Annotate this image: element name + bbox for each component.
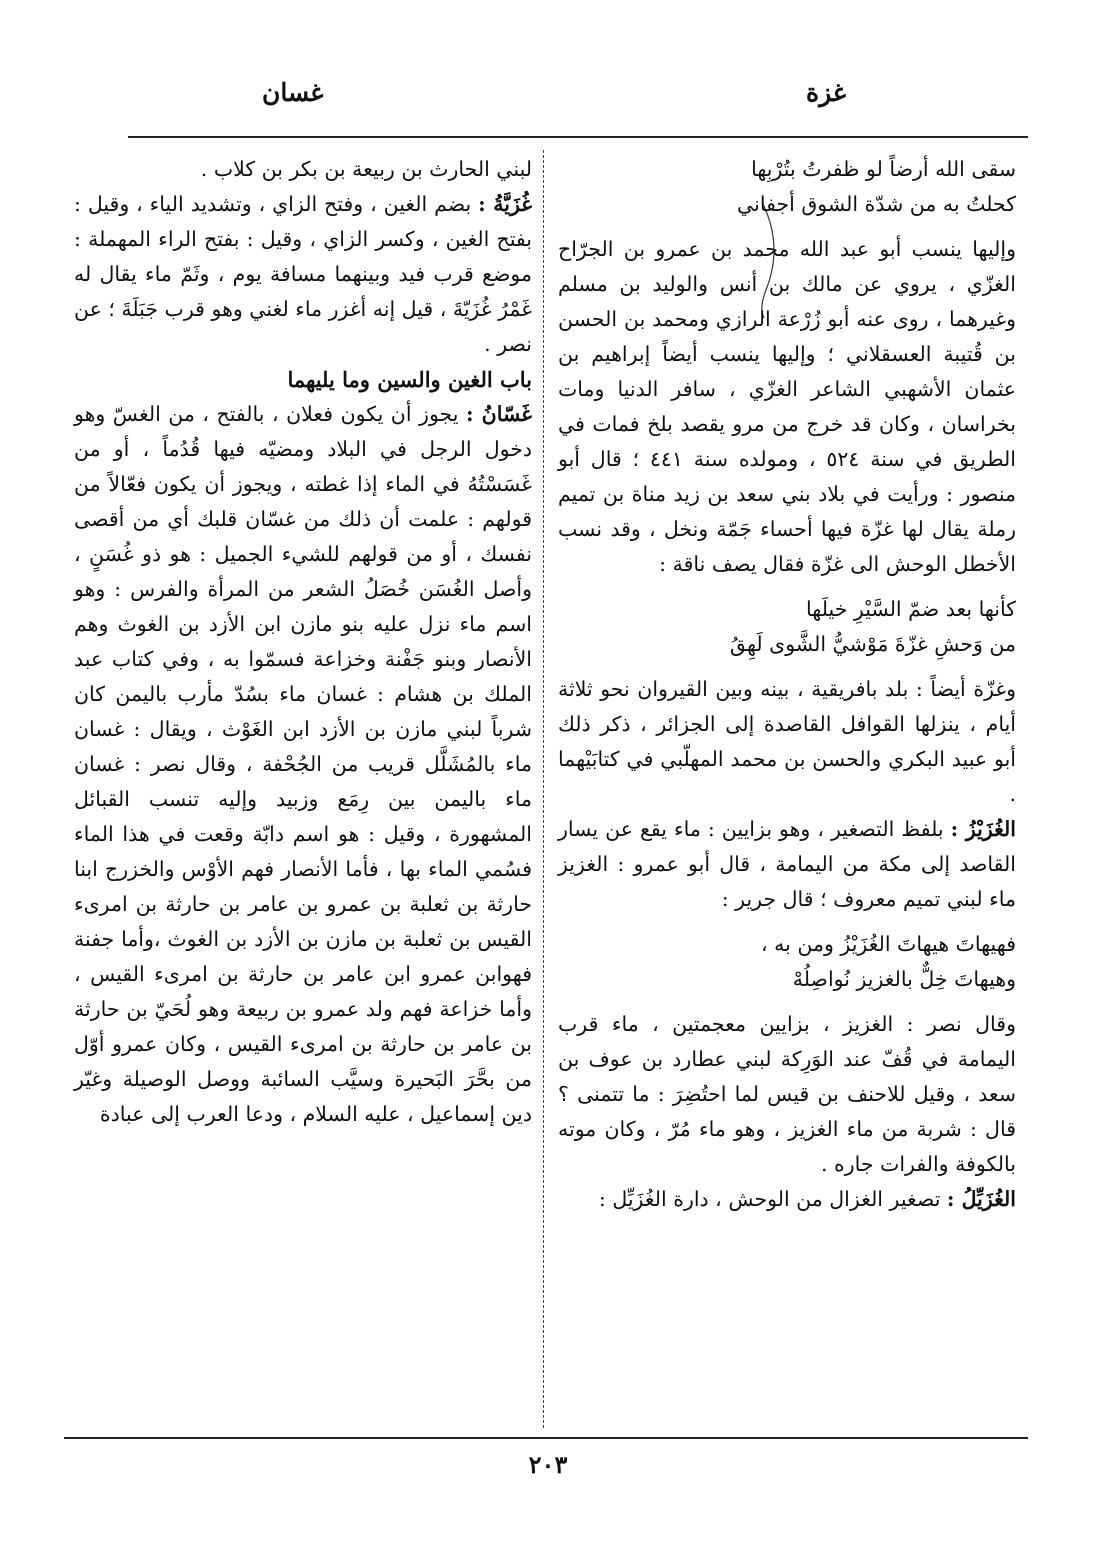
paragraph: وغزّة أيضاً : بلد بافريقية ، بينه وبين القيروان نحو ثلاثة أيام ، ينزلها القوافل القاصدة إلى الجزائر ، ذكر ذلك أبو عبيد البكري والحسن بن محمد المهلّبي في كتابَيْهما .: [558, 677, 1016, 806]
running-head-right: غزة: [806, 78, 846, 107]
verse-line: من وَحشِ غزّةَ مَوْشيُّ الشَّوى لَهِقُ: [729, 632, 1016, 656]
left-column: [74, 152, 532, 1132]
entry: [74, 397, 532, 1132]
right-column: [558, 152, 1016, 1217]
page-number: ٢٠٣: [528, 1450, 568, 1479]
footer-rule: [64, 1437, 1028, 1439]
entry-text: بضم الغين ، وفتح الزاي ، وتشديد الياء ، وقيل : بفتح الغين ، وكسر الزاي ، وقيل : بفتح الراء المهملة : موضع قرب فيد وبينهما مسافة يوم ، وثَمّ ماء يقال له غَمْرُ غُزَيّةَ ، قيل إنه أغزر ماء لغني وهو قرب جَبَلَةَ ؛ عن نصر .: [74, 192, 532, 356]
entry-headword: غُزَيَّةُ :: [478, 192, 532, 216]
paragraph: لبني الحارث بن ربيعة بن بكر بن كلاب .: [200, 157, 532, 181]
entry: [74, 187, 532, 362]
verse-line: كحلتُ به من شدّة الشوق أجفاني: [737, 192, 1016, 216]
entry-text: يجوز أن يكون فعلان ، بالفتح ، من الغسّ وهو دخول الرجل في البلاد ومضيّه فيها قُدُماً ، أو من غَسَسْتُهُ في الماء إذا غطته ، ويجوز أن يكون فعّالاً من قولهم : علمت أن ذلك من غسّان قلبك أي من أقصى نفسك ، أو من قولهم للشيء الجميل : هو ذو غُسَنٍ ، وأصل الغُسَن خُصَلُ الشعر من المرأة والفرس : وهو اسم ماء نزل عليه بنو مازن ابن الأزد بن الغوث وهم الأنصار وبنو جَفْنة وخزاعة فسمّوا به ، وفي كتاب عبد الملك بن هشام : غسان ماء بسُدّ مأرب باليمن كان شرباً لبني مازن بن الأزد ابن الغَوْث ، ويقال : غسان ماء بالمُشَلَّل قريب من الجُحْفة ، وقال نصر : غسان ماء باليمن بين رِمَع وزبيد وإليه تنسب القبائل المشهورة ، وقيل : هو اسم دابّة وقعت في هذا الماء فسُمي الماء بها ، فأما الأنصار فهم الأوْس والخزرج ابنا حارثة بن ثعلبة بن عمرو بن عامر بن حارثة بن امرىء القيس بن ثعلبة بن مازن بن الأزد بن الغوث ،وأما جفنة فهوابن عمرو ابن عامر بن حارثة بن امرىء القيس ، وأما خزاعة فهم ولد عمرو بن ربيعة وهو لُحَيّ بن حارثة بن عامر بن حارثة بن امرىء القيس ، وكان عمرو أوّل من بحَّرَ البَحيرة وسيَّب السائبة ووصل الوصيلة وغيّر دين إسماعيل ، عليه السلام ، ودعا العرب إلى عبادة: [74, 402, 532, 1126]
header-rule: [128, 136, 1028, 138]
entry-headword: غَسّانُ :: [465, 402, 532, 426]
entry: [558, 1182, 1016, 1217]
verse-line: وهيهاتَ خِلٌّ بالغزيز نُواصِلُهْ: [792, 967, 1016, 991]
chapter-title: باب الغين والسين وما يليهما: [287, 367, 532, 392]
entry-text: بلفظ التصغير ، وهو بزايين : ماء يقع عن يسار القاصد إلى مكة من اليمامة ، قال أبو عمرو : الغزيز ماء لبني تميم معروف ؛ قال جرير :: [558, 817, 1016, 911]
paragraph: وقال نصر : الغزيز ، بزايين معجمتين ، ماء قرب اليمامة في قُفّ عند الوَرِكة لبني عطارد بن عوف بن سعد ، وقيل للاحنف بن قيس لما احتُضِرَ : ما تتمنى ؟ قال : شربة من ماء الغزيز ، وهو ماء مُرّ ، وكان موته بالكوفة والفرات جاره .: [558, 1012, 1016, 1176]
verse-line: سقى الله أرضاً لو ظفرتُ بتُرْبِها: [751, 157, 1016, 181]
entry-headword: الغُزَيِّلُ :: [946, 1187, 1016, 1211]
entry-headword: الغُزَيْزُ :: [950, 817, 1016, 841]
running-head-left: غسان: [262, 78, 324, 107]
paragraph: وإليها ينسب أبو عبد الله محمد بن عمرو بن الجرّاح الغزّي ، يروي عن مالك بن أنس والوليد بن مسلم وغيرهما ، روى عنه أبو زُرْعة الرازي ومحمد بن الحسن بن قُتيبة العسقلاني ؛ وإليها ينسب أيضاً إبراهيم بن عثمان الأشهبي الشاعر الغزّي ، سافر الدنيا ومات بخراسان ، وكان قد خرج من مرو يقصد بلخ فمات في الطريق في سنة ٥٢٤ ، ومولده سنة ٤٤١ ؛ قال أبو منصور : ورأيت في بلاد بني سعد بن زيد مناة بن تميم رملة يقال لها غزّة فيها أحساء جَمّة ونخل ، وقد نسب الأخطل الوحش الى غزّة فقال يصف ناقة :: [558, 237, 1016, 576]
entry: [558, 812, 1016, 917]
column-divider: [543, 150, 544, 1428]
verse-line: فهيهاتَ هيهاتَ الغُزَيْزُ ومن به ،: [761, 932, 1016, 956]
verse-line: كأنها بعد ضمّ السَّيْرِ خيلَها: [806, 597, 1016, 621]
entry-text: تصغير الغزال من الوحش ، دارة الغُزَيِّل :: [598, 1187, 947, 1211]
